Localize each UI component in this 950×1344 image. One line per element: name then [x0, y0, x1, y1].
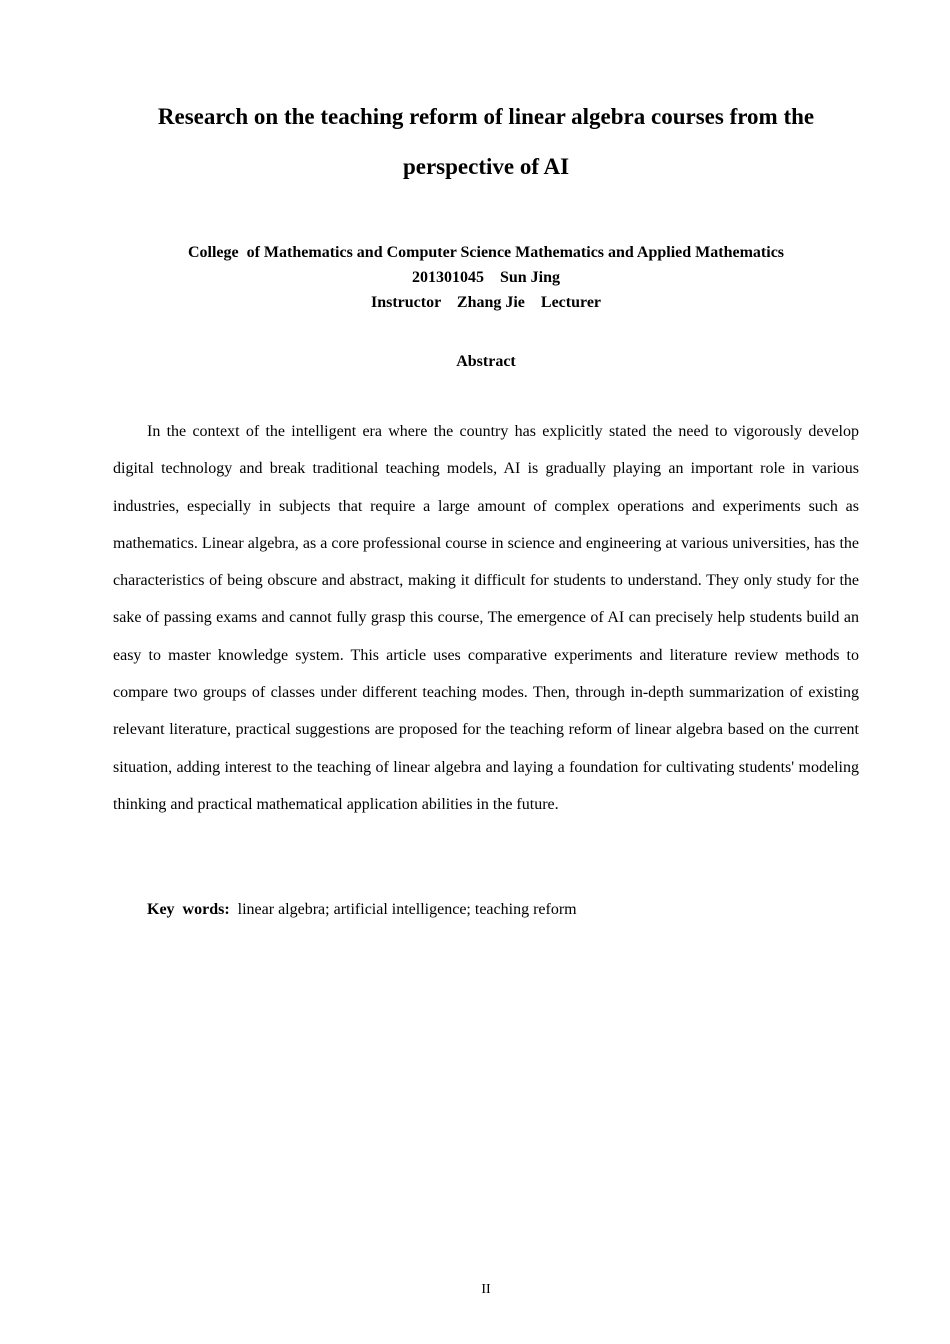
abstract-heading: Abstract — [456, 353, 516, 370]
paper-title — [100, 92, 872, 192]
student-line: 201301045 Sun Jing — [411, 269, 561, 286]
keywords-line — [147, 898, 577, 922]
keywords-label: Key words: — [147, 901, 230, 918]
keywords-value: linear algebra; artificial intelligence; teaching reform — [229, 901, 577, 918]
instructor-line: Instructor Zhang Jie Lecturer — [370, 294, 602, 311]
abstract-paragraph: In the context of the intelligent era where the country has explicitly stated the need to vigorously develop digital technology and break traditional teaching models, AI is gradually playing an important role in various industries, especially in subjects that require a large amount of complex operations and experiments such as mathematics. Linear algebra, as a core professional course in science and engineering at various universities, has the characteristics of being obscure and abstract, making it difficult for students to understand. They only study for the sake of passing exams and cannot fully grasp this course, The emergence of AI can precisely help students build an easy to master knowledge system. This article uses comparative experiments and literature review methods to compare two groups of classes under different teaching modes. Then, through in-depth summarization of existing relevant literature, practical suggestions are proposed for the teaching reform of linear algebra based on the current situation, adding interest to the teaching of linear algebra and laying a foundation for cultivating students' modeling thinking and practical mathematical application abilities in the future. — [113, 423, 859, 813]
author-info — [100, 240, 872, 315]
paper-title-line-1: Research on the teaching reform of linear algebra courses from the — [157, 104, 815, 129]
page-number: II — [481, 1282, 491, 1297]
affiliation-line: College of Mathematics and Computer Science Mathematics and Applied Mathematics — [187, 244, 785, 261]
paper-title-line-2: perspective of AI — [402, 154, 570, 179]
